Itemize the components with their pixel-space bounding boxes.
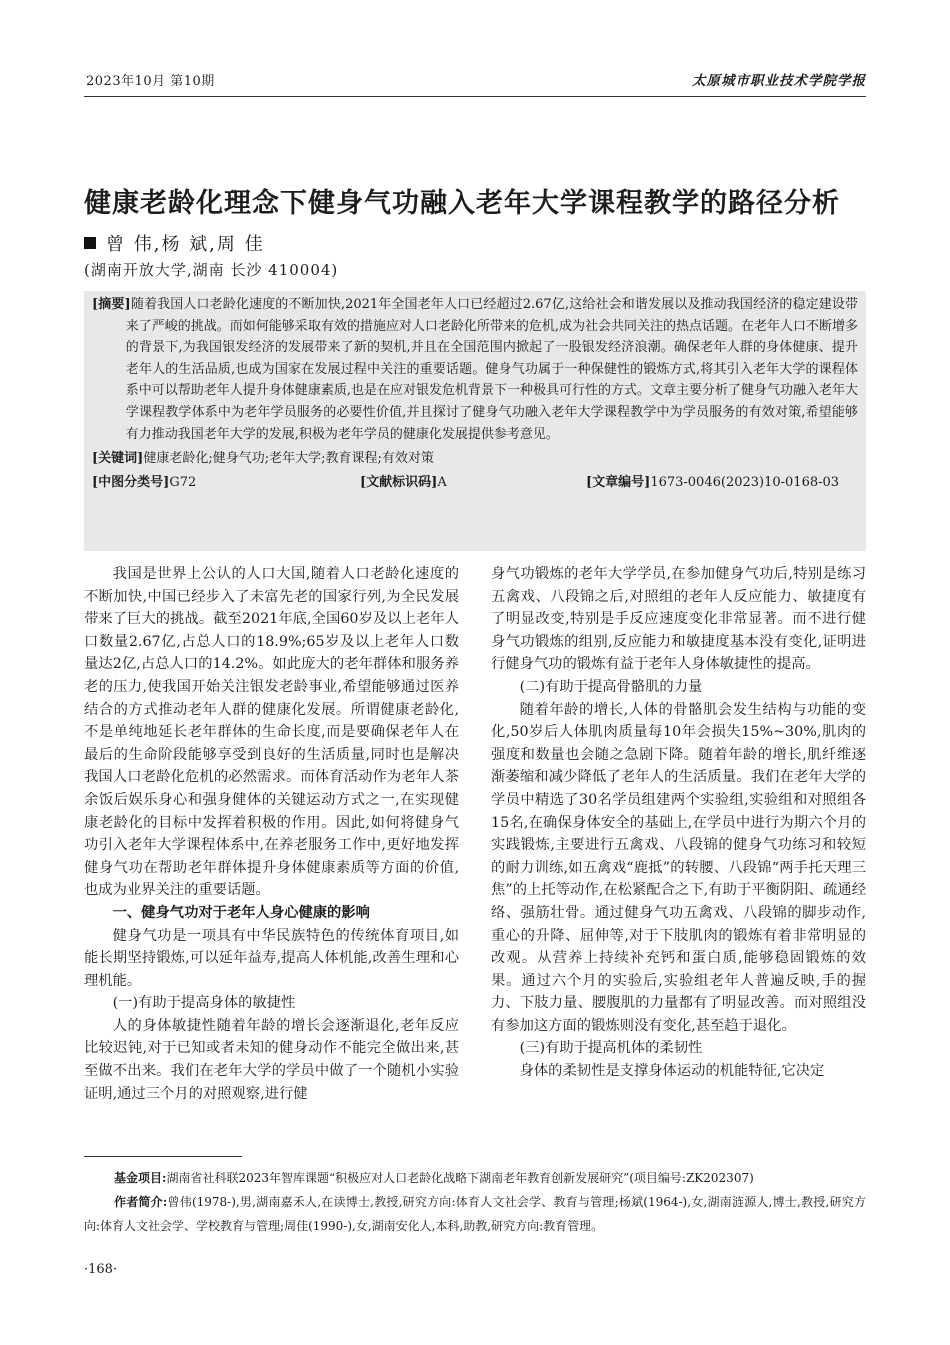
header-rule [84,96,866,97]
abstract-text: 随着我国人口老龄化速度的不断加快,2021年全国老年人口已经超过2.67亿,这给社会和谐发展以及推动我国经济的稳定建设带来了严峻的挑战。而如何能够采取有效的措施应对人口老龄化所带来的危机,成为社会共同关注的热点话题。在老年人口不断增多的背景下,为我国银发经济的发展带来了新的契机,并且在全国范围内掀起了一股银发经济浪潮。确保老年人群的身体健康、提升老年人的生活品质,也成为国家在发展过程中关注的重要话题。健身气功属于一种保健性的锻炼方式,将其引入老年大学的课程体系中可以帮助老年人提升身体健康素质,也是在应对银发危机背景下一种极具可行性的方式。文章主要分析了健身气功融入老年大学课程教学体系中为老年学员服务的必要性价值,并且探讨了健身气功融入老年大学课程教学中为学员服务的有效对策,希望能够有力推动我国老年大学的发展,积极为老年学员的健康化发展提供参考意见。 [125,297,858,442]
body-column-right [491,563,866,1083]
affiliation: (湖南开放大学,湖南 长沙 410004) [84,261,339,279]
subsection-heading: (二)有助于提高骨骼肌的力量 [519,678,703,695]
clc-label: [中图分类号] [92,474,170,490]
journal-name: 太原城市职业技术学院学报 [692,73,866,89]
footnote-rule [84,1156,242,1157]
abstract-box [84,291,866,551]
subsection-heading: (三)有助于提高机体的柔韧性 [519,1040,703,1057]
body-column-left [84,563,459,1105]
classification-row [92,472,858,494]
paragraph: 身体的柔韧性是支撑身体运动的机能特征,它决定 [519,1063,825,1080]
author-text: 曾伟(1978-),男,湖南嘉禾人,在读博士,教授,研究方向:体育人文社会学、教育与管理;杨斌(1964-),女,湖南涟源人,博士,教授,研究方向:体育人文社会学、学校教育与管理;周佳(1990-),女,湖南安化人,本科,助教,研究方向:教育管理。 [84,1195,866,1233]
paper-title: 健康老龄化理念下健身气功融入老年大学课程教学的路径分析 [84,188,840,219]
subsection-heading: (一)有助于提高身体的敏捷性 [112,995,296,1012]
fund-text: 湖南省社科联2023年智库课题“积极应对人口老龄化战略下湖南老年教育创新发展研究”(项目编号:ZK202307) [166,1171,754,1185]
paragraph: 随着年龄的增长,人体的骨骼肌会发生结构与功能的变化,50岁后人体肌肉质量每10年会损失15%~30%,肌肉的强度和数量也会随之急剧下降。随着年龄的增长,肌纤维逐渐萎缩和减少降低了老年人的生活质量。我们在老年大学的学员中精选了30名学员组建两个实验组,实验组和对照组各15名,在确保身体安全的基础上,在学员中进行为期六个月的实践锻炼,主要进行五禽戏、八段锦的健身气功练习和较短的耐力训练,如五禽戏“鹿抵”的转腰、八段锦“两手托天理三焦”的上托等动作,在松紧配合之下,有助于平衡阴阳、疏通经络、强筋壮骨。通过健身气功五禽戏、八段锦的脚步动作,重心的升降、屈伸等,对于下肢肌肉的锻炼有着非常明显的改观。从营养上持续补充钙和蛋白质,能够稳固锻炼的效果。通过六个月的实验后,实验组老年人普遍反映,手的握力、下肢力量、腰腹肌的力量都有了明显改善。而对照组没有参加这方面的锻炼则没有变化,甚至趋于退化。 [491,701,866,1034]
keywords-text: 健康老龄化;健身气功;老年大学;教育课程;有效对策 [143,451,434,467]
journal-issue: 2023年10月 第10期 [86,74,215,89]
page-number: ·168· [84,1262,118,1277]
abstract [92,294,858,445]
paragraph: 人的身体敏捷性随着年龄的增长会逐渐退化,老年反应比较迟钝,对于已知或者未知的健身动作不能完全做出来,甚至做不出来。我们在老年大学的学员中做了一个随机小实验证明,通过三个月的对照观察,进行健 [84,1017,459,1102]
author-label: 作者简介: [114,1195,168,1209]
paragraph: 我国是世界上公认的人口大国,随着人口老龄化速度的不断加快,中国已经步入了未富先老的国家行列,为全民发展带来了巨大的挑战。截至2021年底,全国60岁及以上老年人口数量2.67亿,占总人口的18.9%;65岁及以上老年人口数量达2亿,占总人口的14.2%。如此庞大的老年群体和服务养老的压力,使我国开始关注银发老龄事业,希望能够通过医养结合的方式推动老年人群的健康化发展。所谓健康老龄化,不是单纯地延长老年群体的生命长度,而是要确保老年人在最后的生命阶段能够享受到良好的生活质量,同时也是解决我国人口老龄化危机的必然需求。而体育活动作为老年人茶余饭后娱乐身心和强身健体的关键运动方式之一,在实现健康老龄化的目标中发挥着积极的作用。因此,如何将健身气功引入老年大学课程体系中,在养老服务工作中,更好地发挥健身气功在帮助老年群体提升身体健康素质等方面的价值,也成为业界关注的重要话题。 [84,566,459,899]
clc-field [92,472,196,494]
keywords [92,448,858,470]
abstract-label: [摘要] [92,297,131,312]
author-note [84,1190,866,1238]
article-number-value: 1673-0046(2023)10-0168-03 [650,474,840,490]
doc-code-field [360,472,447,494]
fund-label: 基金项目: [114,1171,167,1185]
square-bullet-icon [84,237,96,249]
paragraph: 身气功锻炼的老年大学学员,在参加健身气功后,特别是练习五禽戏、八段锦之后,对照组的老年人反应能力、敏捷度有了明显改变,特别是手反应速度变化非常显著。而不进行健身气功锻炼的组别,反应能力和敏捷度基本没有变化,证明进行健身气功的锻炼有益于老年人身体敏捷性的提高。 [491,566,866,673]
doc-code-value: A [437,474,447,490]
authors-line [84,230,265,256]
clc-value: G72 [169,474,197,490]
footnotes [84,1166,866,1238]
article-number-field [586,472,839,494]
doc-code-label: [文献标识码] [360,474,438,490]
fund-note [84,1166,866,1190]
article-number-label: [文章编号] [586,474,651,490]
keywords-label: [关键词] [92,451,144,467]
authors: 曾 伟,杨 斌,周 佳 [106,234,265,255]
paragraph: 健身气功是一项具有中华民族特色的传统体育项目,如能长期坚持锻炼,可以延年益寿,提高人体机能,改善生理和心理机能。 [84,927,459,989]
section-heading: 一、健身气功对于老年人身心健康的影响 [112,904,370,921]
